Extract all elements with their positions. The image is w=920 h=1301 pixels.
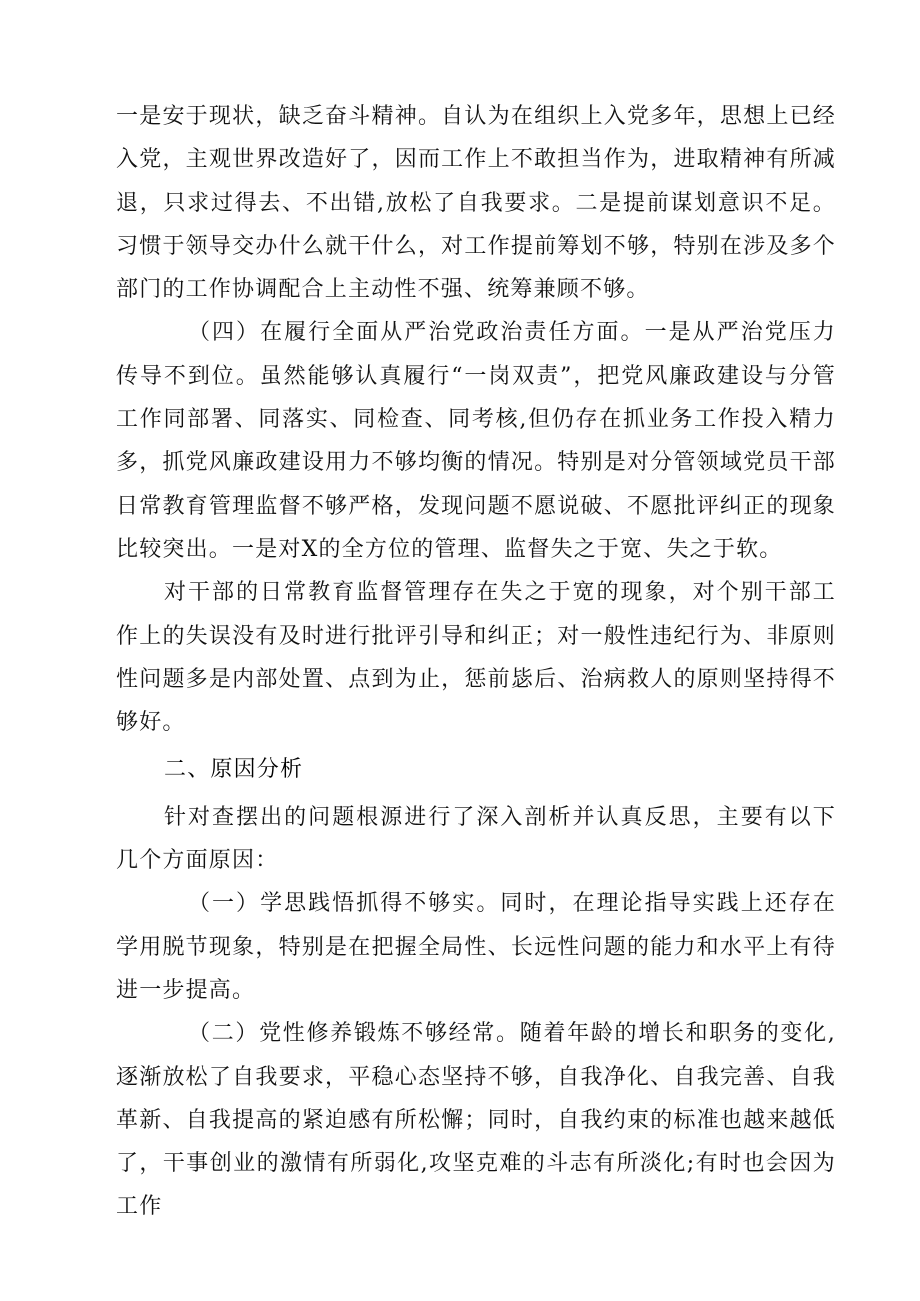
paragraph-complacency: 一是安于现状，缺乏奋斗精神。自认为在组织上入党多年，思想上已经入党，主观世界改造好了，因而工作上不敢担当作为，进取精神有所减退，只求过得去、不出错,放松了自我要求。二是提前谋划意识不足。习惯于领导交办什么就干什么，对工作提前筹划不够，特别在涉及多个部门的工作协调配合上主动性不强、统筹兼顾不够。 <box>116 104 836 303</box>
section-heading-cause-analysis: 二、原因分析 <box>164 757 304 783</box>
paragraph-cause-one: （一）学思践悟抓得不够实。同时，在理论指导实践上还存在学用脱节现象，特别是在把握全局性、长远性问题的能力和水平上有待进一步提高。 <box>116 891 836 1003</box>
paragraph-party-governance: （四）在履行全面从严治党政治责任方面。一是从严治党压力传导不到位。虽然能够认真履行“一岗双责”，把党风廉政建设与分管工作同部署、同落实、同检查、同考核,但仍存在抓业务工作投入精力多，抓党风廉政建设用力不够均衡的情况。特别是对分管领域党员干部日常教育管理监督不够严格，发现问题不愿说破、不愿批评纠正的现象比较突出。一是对X的全方位的管理、监督失之于宽、失之于软。 <box>116 320 836 562</box>
document-body <box>116 95 836 1229</box>
paragraph-cause-two: （二）党性修养锻炼不够经常。随着年龄的增长和职务的变化,逐渐放松了自我要求，平稳心态坚持不够，自我净化、自我完善、自我革新、自我提高的紧迫感有所松懈；同时，自我约束的标准也越来越低了，干事创业的激情有所弱化,攻坚克难的斗志有所淡化;有时也会因为工作 <box>116 1021 836 1220</box>
paragraph-cadre-supervision: 对干部的日常教育监督管理存在失之于宽的现象，对个别干部工作上的失误没有及时进行批评引导和纠正；对一般性违纪行为、非原则性问题多是内部处置、点到为止，惩前毖后、治病救人的原则坚持得不够好。 <box>116 580 836 736</box>
paragraph-cause-intro: 针对查摆出的问题根源进行了深入剖析并认真反思，主要有以下几个方面原因： <box>116 804 836 874</box>
